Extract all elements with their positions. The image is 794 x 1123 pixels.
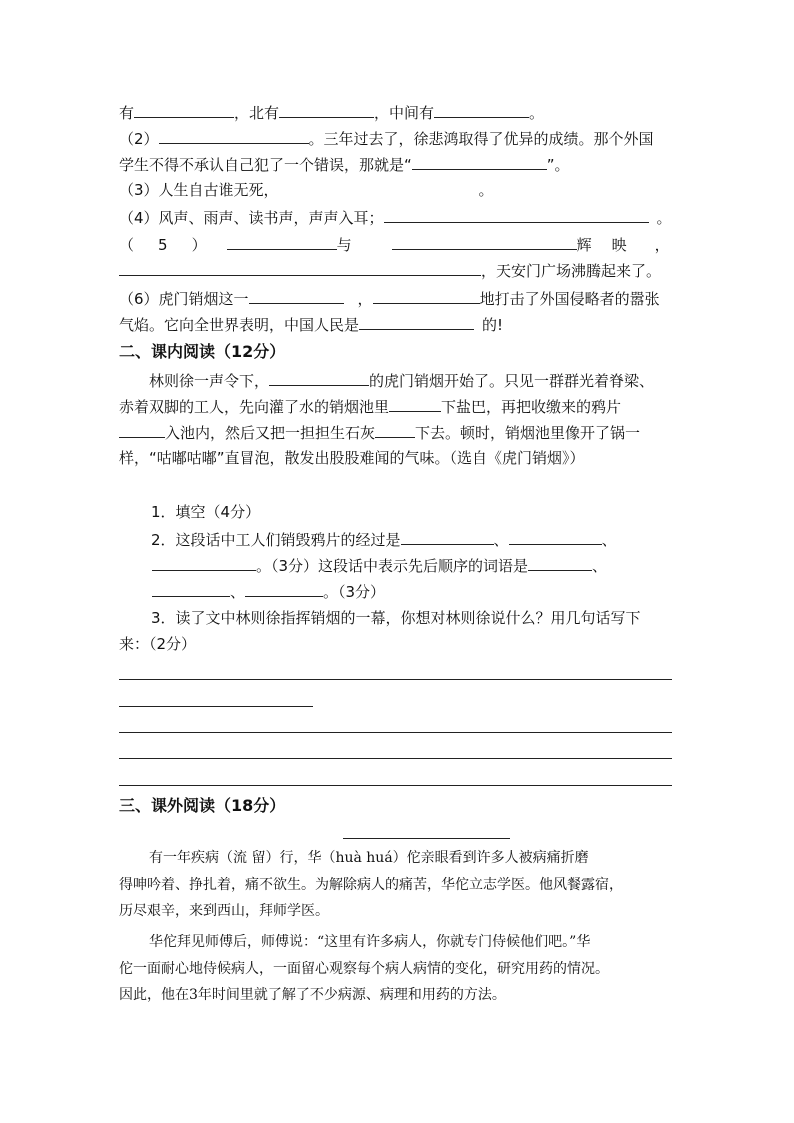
question-2	[119, 527, 706, 552]
text: 、	[601, 531, 617, 549]
fill-line-q3	[119, 178, 674, 202]
answer-blank[interactable]	[384, 205, 649, 223]
text: ，中间有	[374, 104, 435, 122]
text: 。（3分）	[323, 583, 386, 601]
text: 与	[336, 236, 352, 254]
text: 林则徐一声令下，	[149, 372, 270, 390]
text: 赤着双脚的工人，先向灌了水的销烟池里	[119, 398, 390, 416]
answer-blank[interactable]	[373, 286, 480, 304]
text: 入池内，然后又把一担担生石灰	[165, 424, 376, 442]
answer-blank[interactable]	[227, 232, 337, 250]
fill-line-q1	[119, 100, 674, 125]
question-3-line2: 来：（2分）	[119, 635, 197, 653]
answer-blank[interactable]	[279, 100, 374, 118]
text: 。	[656, 209, 672, 227]
text: 有	[119, 104, 135, 122]
question-number: （2）	[119, 130, 159, 148]
text: （3）人生自古谁无死，	[119, 181, 279, 199]
writing-line[interactable]	[119, 706, 313, 707]
text: （4）风声、雨声、读书声，声声入耳；	[119, 209, 384, 227]
fill-line-q2	[119, 126, 674, 151]
fill-line-q5b	[119, 258, 674, 283]
text: 、	[493, 531, 509, 549]
text: ”。	[546, 156, 570, 174]
text: 的虎门销烟开始了。只见一群群光着脊梁、	[369, 372, 655, 390]
section-heading-3: 三、课外阅读（18分）	[119, 796, 286, 815]
answer-blank[interactable]	[245, 579, 323, 597]
fill-line-q4	[119, 205, 674, 230]
passage-line: 有一年疾病（流 留）行，华（huà huá）佗亲眼看到许多人被病痛折磨	[149, 850, 589, 866]
passage-line	[119, 368, 704, 393]
text: 下盐巴，再把收缴来的鸦片	[441, 398, 622, 416]
text: 样，“咕嘟咕嘟”直冒泡，散发出股股难闻的气味。（选自《虎门销烟》）	[119, 449, 585, 467]
text: 映	[611, 236, 627, 254]
answer-blank[interactable]	[159, 126, 309, 144]
answer-blank[interactable]	[134, 100, 234, 118]
answer-blank[interactable]	[359, 312, 474, 330]
text: 地打击了外国侵略者的嚣张	[479, 290, 660, 308]
question-2-line2	[152, 553, 707, 578]
question-3: 3．读了文中林则徐指挥销烟的一幕，你想对林则徐说什么？用几句话写下	[151, 609, 641, 627]
writing-line[interactable]	[119, 785, 672, 786]
text: 学生不得不承认自己犯了一个错误，那就是“	[119, 156, 412, 174]
text: 2．这段话中工人们销毁鸦片的经过是	[151, 531, 401, 549]
text: 、	[230, 583, 246, 601]
passage-line: 历尽艰辛，来到西山，拜师学医。	[119, 903, 329, 919]
text: 气焰。它向全世界表明，中国人民是	[119, 316, 360, 334]
writing-line[interactable]	[119, 732, 672, 733]
answer-blank[interactable]	[152, 579, 230, 597]
text: （	[119, 236, 135, 254]
fill-line-q5	[119, 232, 674, 257]
fill-line-q6	[119, 286, 674, 311]
question-1: 1．填空（4分）	[151, 503, 261, 521]
text: 的!	[482, 316, 504, 334]
text: 。	[478, 181, 494, 199]
text: 。三年过去了，徐悲鸿取得了优异的成绩。那个外国	[308, 130, 654, 148]
fill-line-q6b	[119, 312, 674, 337]
answer-blank[interactable]	[269, 368, 369, 386]
answer-blank[interactable]	[152, 553, 256, 571]
answer-blank[interactable]	[528, 553, 592, 571]
answer-blank[interactable]	[389, 394, 441, 412]
writing-line[interactable]	[119, 758, 672, 759]
answer-blank[interactable]	[119, 420, 165, 438]
answer-blank[interactable]	[412, 152, 547, 170]
text: ，	[654, 236, 670, 254]
passage-line	[119, 420, 674, 445]
passage-line	[119, 394, 674, 419]
passage-line	[119, 446, 674, 470]
text: 下去。顿时，销烟池里像开了锅一	[415, 424, 641, 442]
text: ，天安门广场沸腾起来了。	[481, 262, 662, 280]
answer-blank[interactable]	[392, 232, 577, 250]
passage-line: 佗一面耐心地侍候病人，一面留心观察每个病人病情的变化，研究用药的情况。	[119, 961, 609, 977]
text: ）	[191, 236, 207, 254]
fill-line-q2b	[119, 152, 674, 177]
text: 。（3分）这段话中表示先后顺序的词语是	[256, 557, 529, 575]
passage-line: 因此，他在3年时间里就了解了不少病源、病理和用药的方法。	[119, 987, 506, 1003]
text: 、	[592, 557, 608, 575]
answer-blank[interactable]	[249, 286, 344, 304]
passage-line: 得呻吟着、挣扎着，痛不欲生。为解除病人的痛苦，华佗立志学医。他风餐露宿，	[119, 877, 623, 893]
section-heading-2: 二、课内阅读（12分）	[119, 342, 286, 361]
answer-blank[interactable]	[401, 527, 494, 545]
writing-line[interactable]	[119, 679, 672, 680]
title-blank[interactable]	[343, 838, 510, 839]
text: 5	[158, 236, 168, 254]
text: 。	[529, 104, 545, 122]
question-2-line3	[152, 579, 707, 604]
answer-blank[interactable]	[434, 100, 529, 118]
text: ，	[357, 290, 373, 308]
answer-blank[interactable]	[375, 420, 415, 438]
answer-blank[interactable]	[119, 258, 481, 276]
text: 辉	[576, 236, 592, 254]
text: ，北有	[234, 104, 280, 122]
answer-blank[interactable]	[509, 527, 602, 545]
passage-line: 华佗拜见师傅后，师傅说：“这里有许多病人，你就专门侍候他们吧。”华	[149, 934, 591, 950]
text: （6）虎门销烟这一	[119, 290, 249, 308]
